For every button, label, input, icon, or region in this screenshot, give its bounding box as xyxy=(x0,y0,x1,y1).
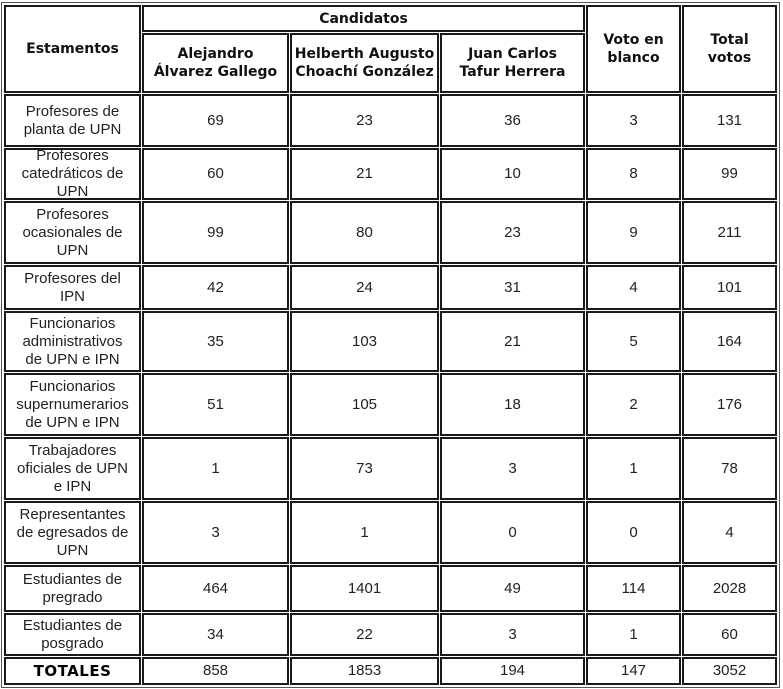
votes-total-cell: 101 xyxy=(682,265,777,310)
votes-blanco-cell: 4 xyxy=(586,265,681,310)
votes-tafur-cell: 18 xyxy=(440,373,585,436)
votes-alvarez-cell: 34 xyxy=(142,613,289,656)
votes-choachi-cell: 22 xyxy=(290,613,439,656)
votes-tafur-cell: 3 xyxy=(440,437,585,500)
header-candidate-2: Helberth Augusto Choachí González xyxy=(290,33,439,93)
header-candidate-1: Alejandro Álvarez Gallego xyxy=(142,33,289,93)
votes-tafur-cell: 194 xyxy=(440,657,585,685)
votes-choachi-cell: 80 xyxy=(290,201,439,264)
votes-blanco-cell: 8 xyxy=(586,148,681,200)
votes-tafur-cell: 23 xyxy=(440,201,585,264)
row-label: Funcionarios administrativos de UPN e IPN xyxy=(4,311,141,372)
votes-total-cell: 78 xyxy=(682,437,777,500)
votes-alvarez-cell: 42 xyxy=(142,265,289,310)
votes-total-cell: 176 xyxy=(682,373,777,436)
votes-blanco-cell: 9 xyxy=(586,201,681,264)
votes-blanco-cell: 114 xyxy=(586,565,681,612)
votes-alvarez-cell: 464 xyxy=(142,565,289,612)
votes-alvarez-cell: 35 xyxy=(142,311,289,372)
votes-alvarez-cell: 60 xyxy=(142,148,289,200)
votes-choachi-cell: 21 xyxy=(290,148,439,200)
votes-tafur-cell: 49 xyxy=(440,565,585,612)
votes-blanco-cell: 1 xyxy=(586,613,681,656)
row-label: Profesores catedráticos de UPN xyxy=(4,148,141,200)
votes-choachi-cell: 1853 xyxy=(290,657,439,685)
votes-total-cell: 2028 xyxy=(682,565,777,612)
row-label: Estudiantes de posgrado xyxy=(4,613,141,656)
row-label: Profesores de planta de UPN xyxy=(4,94,141,147)
header-candidate-3: Juan Carlos Tafur Herrera xyxy=(440,33,585,93)
votes-total-cell: 211 xyxy=(682,201,777,264)
row-label: Funcionarios supernumerarios de UPN e IPN xyxy=(4,373,141,436)
votes-choachi-cell: 24 xyxy=(290,265,439,310)
votes-total-cell: 131 xyxy=(682,94,777,147)
row-label: Profesores del IPN xyxy=(4,265,141,310)
votes-total-cell: 164 xyxy=(682,311,777,372)
header-estamentos: Estamentos xyxy=(4,5,141,93)
row-label: Trabajadores oficiales de UPN e IPN xyxy=(4,437,141,500)
votes-choachi-cell: 105 xyxy=(290,373,439,436)
votes-alvarez-cell: 51 xyxy=(142,373,289,436)
row-label: Representantes de egresados de UPN xyxy=(4,501,141,564)
header-total-votos: Total votos xyxy=(682,5,777,93)
votes-total-cell: 3052 xyxy=(682,657,777,685)
votes-tafur-cell: 31 xyxy=(440,265,585,310)
votes-blanco-cell: 2 xyxy=(586,373,681,436)
votes-alvarez-cell: 3 xyxy=(142,501,289,564)
votes-choachi-cell: 73 xyxy=(290,437,439,500)
votes-total-cell: 4 xyxy=(682,501,777,564)
totals-label: TOTALES xyxy=(4,657,141,685)
votes-alvarez-cell: 69 xyxy=(142,94,289,147)
votes-choachi-cell: 23 xyxy=(290,94,439,147)
header-candidatos: Candidatos xyxy=(142,5,585,32)
votes-total-cell: 60 xyxy=(682,613,777,656)
row-label: Estudiantes de pregrado xyxy=(4,565,141,612)
votes-tafur-cell: 36 xyxy=(440,94,585,147)
votes-tafur-cell: 21 xyxy=(440,311,585,372)
votes-total-cell: 99 xyxy=(682,148,777,200)
votes-choachi-cell: 1 xyxy=(290,501,439,564)
election-results-table xyxy=(1,2,780,688)
votes-tafur-cell: 3 xyxy=(440,613,585,656)
votes-tafur-cell: 0 xyxy=(440,501,585,564)
votes-blanco-cell: 1 xyxy=(586,437,681,500)
votes-alvarez-cell: 858 xyxy=(142,657,289,685)
votes-choachi-cell: 103 xyxy=(290,311,439,372)
votes-blanco-cell: 5 xyxy=(586,311,681,372)
votes-blanco-cell: 147 xyxy=(586,657,681,685)
votes-tafur-cell: 10 xyxy=(440,148,585,200)
header-voto-en-blanco: Voto en blanco xyxy=(586,5,681,93)
votes-blanco-cell: 3 xyxy=(586,94,681,147)
votes-alvarez-cell: 99 xyxy=(142,201,289,264)
row-label: Profesores ocasionales de UPN xyxy=(4,201,141,264)
votes-alvarez-cell: 1 xyxy=(142,437,289,500)
votes-choachi-cell: 1401 xyxy=(290,565,439,612)
votes-blanco-cell: 0 xyxy=(586,501,681,564)
